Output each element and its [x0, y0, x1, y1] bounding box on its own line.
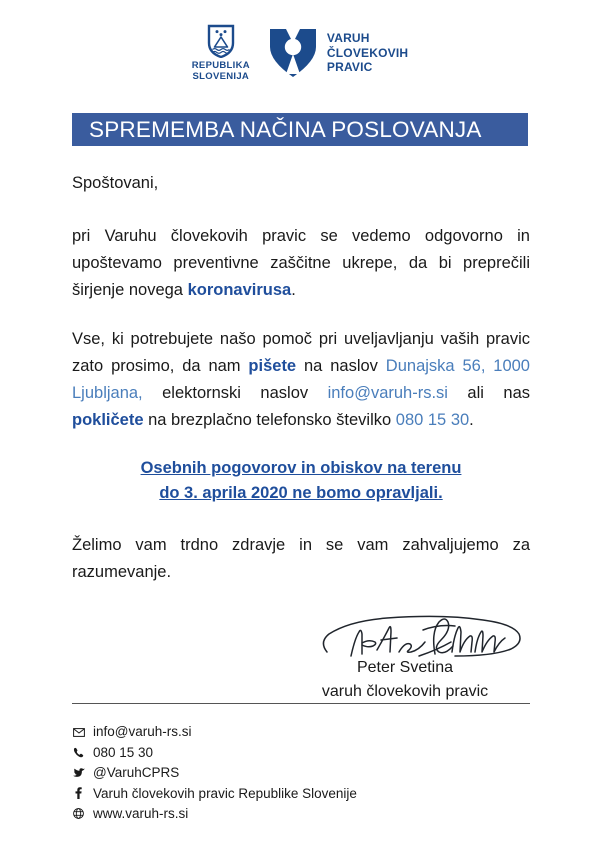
footer-twitter-text: @VaruhCPRS: [93, 765, 180, 780]
signatory-details: [280, 656, 530, 704]
p2-call-emphasis: pokličete: [72, 411, 144, 429]
coat-line-2: SLOVENIJA: [192, 71, 250, 82]
notice-line-2: do 3. aprila 2020 ne bomo opravljali.: [159, 484, 443, 502]
republic-of-slovenia-label: [192, 60, 250, 82]
p2-text-a: Vse, ki potrebujete našo pomoč pri uveljavljanju vaših pravic zato prosimo, da nam: [72, 330, 530, 375]
varuh-line-1: VARUH: [326, 31, 370, 46]
page-title: SPREMEMBA NAČINA POSLOVANJA: [89, 116, 482, 142]
footer-row-phone[interactable]: [72, 743, 530, 764]
p1-text-a: pri Varuhu človekovih pravic se vedemo odgovorno in upoštevamo preventivne zaščitne ukrepe, da bi preprečili širjenje novega: [72, 227, 530, 299]
closing-text: Želimo vam trdno zdravje in se vam zahvaljujemo za razumevanje.: [72, 536, 530, 581]
footer-website-text: www.varuh-rs.si: [93, 806, 189, 821]
footer-facebook-text: Varuh človekovih pravic Republike Slovenije: [93, 785, 357, 801]
notice-line-1: Osebnih pogovorov in obiskov na terenu: [140, 459, 462, 477]
document-body: [72, 170, 530, 608]
salutation-text: Spoštovani,: [72, 174, 159, 192]
footer-divider: [72, 703, 530, 704]
coat-line-1: REPUBLIKA: [191, 60, 250, 71]
p2-email-address[interactable]: info@varuh-rs.si: [327, 384, 448, 402]
salutation: [72, 170, 530, 197]
facebook-icon: [72, 785, 85, 805]
p2-text-e: na brezplačno telefonsko številko: [143, 411, 396, 429]
paragraph-prevention: [72, 223, 530, 304]
signatory-name: Peter Svetina: [356, 659, 454, 676]
twitter-icon: [72, 764, 85, 784]
footer-email-text: info@varuh-rs.si: [93, 724, 192, 739]
p1-coronavirus-emphasis: koronavirusa: [187, 281, 292, 299]
p2-postal-address[interactable]: Dunajska 56, 1000 Ljubljana,: [72, 357, 530, 402]
p2-text-b: na naslov: [296, 357, 386, 375]
footer-row-website[interactable]: [72, 804, 530, 825]
p2-text-d: ali nas: [447, 384, 530, 402]
varuh-line-2: ČLOVEKOVIH: [326, 45, 409, 60]
footer-row-email[interactable]: [72, 722, 530, 743]
paragraph-closing: [72, 532, 530, 586]
slovenia-coat-of-arms-icon: [206, 24, 236, 58]
footer-row-facebook[interactable]: [72, 784, 530, 805]
ombudsman-logo: [268, 27, 408, 79]
p2-write-emphasis: pišete: [248, 357, 297, 375]
signatory-role: varuh človekovih pravic: [321, 683, 489, 700]
footer-phone-text: 080 15 30: [93, 744, 154, 760]
paragraph-contact: [72, 326, 530, 434]
footer-row-twitter[interactable]: [72, 763, 530, 784]
ombudsman-emblem-icon: [268, 27, 318, 79]
phone-icon: [72, 744, 85, 764]
logo-header: [0, 0, 600, 84]
varuh-line-3: PRAVIC: [326, 60, 373, 75]
p2-text-c: elektornski naslov: [142, 384, 328, 402]
globe-icon: [72, 805, 85, 825]
document-title-banner: [72, 113, 528, 146]
p2-phone-number[interactable]: 080 15 30: [395, 411, 470, 429]
signature-block: [72, 612, 530, 700]
republic-of-slovenia-logo: [192, 24, 250, 82]
envelope-icon: [72, 723, 85, 743]
suspension-notice: [72, 456, 530, 506]
ombudsman-wordmark: [327, 31, 408, 75]
p2-text-f: .: [469, 411, 474, 429]
footer-contacts: [72, 722, 530, 825]
p1-text-b: .: [291, 281, 296, 299]
